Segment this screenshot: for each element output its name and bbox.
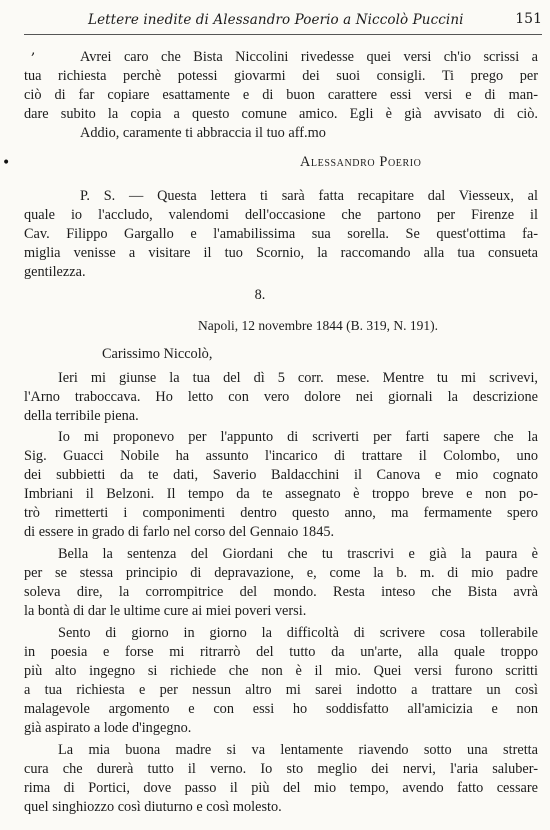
postscript-line: gentilezza. bbox=[24, 264, 86, 280]
text-line: Sig. Guacci Nobile ha assunto l'incarico di trattare il Colombo, uno bbox=[24, 448, 538, 464]
text-line: rima di Portici, dove passo il più del mio tempo, avendo fatto cessare bbox=[24, 780, 538, 796]
postscript-line: miglia venisse a visitare il tuo Scornio, la raccomando alla tua consueta bbox=[24, 245, 538, 261]
text-line: quel singhiozzo così diuturno e così molesto. bbox=[24, 799, 282, 815]
running-header bbox=[24, 10, 542, 35]
text-line: soleva dire, la corrompitrice del mondo. Resta inteso che Bista avrà bbox=[24, 584, 538, 600]
postscript-line: quale io l'accludo, valendomi dell'occasione che partono per Firenze il bbox=[24, 207, 538, 223]
text-line: l'Arno traboccava. Ho letto con vero dolore nei giornali la descrizione bbox=[24, 389, 538, 405]
text-line: La mia buona madre si va lentamente riavendo sotto una stretta bbox=[58, 742, 538, 758]
text-line: della terribile piena. bbox=[24, 408, 139, 424]
text-line: Io mi proponevo per l'appunto di scriverti per farti sapere che la bbox=[58, 429, 538, 445]
text-line: Imbriani il Belzoni. Il tempo da te assegnato è troppo breve e non po- bbox=[24, 486, 538, 502]
text-line: malagevole argomento e con essi ho soddisfatto all'amicizia e non bbox=[24, 701, 538, 717]
text-line: più alto ingegno si richiede che non è il mio. Quei versi furono scritti bbox=[24, 663, 538, 679]
margin-mark: , bbox=[31, 42, 36, 58]
postscript-line: Cav. Filippo Gargallo e l'amabilissima sua sorella. Se quest'ottima fa- bbox=[24, 226, 538, 242]
text-line: a tua richiesta e per nessun altro mi sarei indotto a trattare un così bbox=[24, 682, 538, 698]
text-line: per se stessa principio di depravazione, e, come la b. m. di mio padre bbox=[24, 565, 538, 581]
text-line: cura che durerà tutto il verno. Io sto meglio dei nervi, l'aria saluber- bbox=[24, 761, 538, 777]
text-line: dare subito la copia a questo comune amico. Egli è già avvisato di ciò. bbox=[24, 106, 538, 122]
page-number: 151 bbox=[515, 11, 542, 27]
signature: Alessandro Poerio bbox=[300, 154, 422, 170]
postscript-line: P. S. — Questa lettera ti sarà fatta recapitare dal Viesseux, al bbox=[80, 188, 538, 204]
text-line: dei subbietti da te dati, Saverio Baldacchini il Canova e mio cognato bbox=[24, 467, 538, 483]
letter-number: 8. bbox=[254, 287, 266, 303]
margin-mark: • bbox=[2, 155, 11, 171]
text-line: Sento di giorno in giorno la difficoltà di scrivere cosa tollerabile bbox=[58, 625, 538, 641]
text-line: Avrei caro che Bista Niccolini rivedesse quei versi ch'io scrissi a bbox=[80, 49, 538, 65]
text-line: ciò di far copiare esattamente e di buon carattere essi versi e di man- bbox=[24, 87, 538, 103]
dateline: Napoli, 12 novembre 1844 (B. 319, N. 191). bbox=[198, 318, 438, 333]
text-line: Addio, caramente ti abbraccia il tuo aff.mo bbox=[80, 125, 326, 141]
text-line: già aspirato a lode d'ingegno. bbox=[24, 720, 192, 736]
text-line: tua richiesta perchè potessi giovarmi dei suoi consigli. Ti prego per bbox=[24, 68, 538, 84]
text-line: la bontà di dar le ultime cure ai miei poveri versi. bbox=[24, 603, 307, 619]
running-title: Lettere inedite di Alessandro Poerio a Niccolò Puccini bbox=[88, 12, 464, 28]
salutation: Carissimo Niccolò, bbox=[102, 346, 213, 362]
text-line: in poesia e forse mi ritrarrò del tutto da un'arte, alla quale troppo bbox=[24, 644, 538, 660]
text-line: Bella la sentenza del Giordani che tu trascrivi e già la paura è bbox=[58, 546, 538, 562]
text-line: di essere in grado di farlo nel corso del Gennaio 1845. bbox=[24, 524, 335, 540]
text-line: Ieri mi giunse la tua del dì 5 corr. mese. Mentre tu mi scrivevi, bbox=[58, 370, 538, 386]
text-line: trò rimetterti i componimenti dentro questo anno, ma fermamente spero bbox=[24, 505, 538, 521]
